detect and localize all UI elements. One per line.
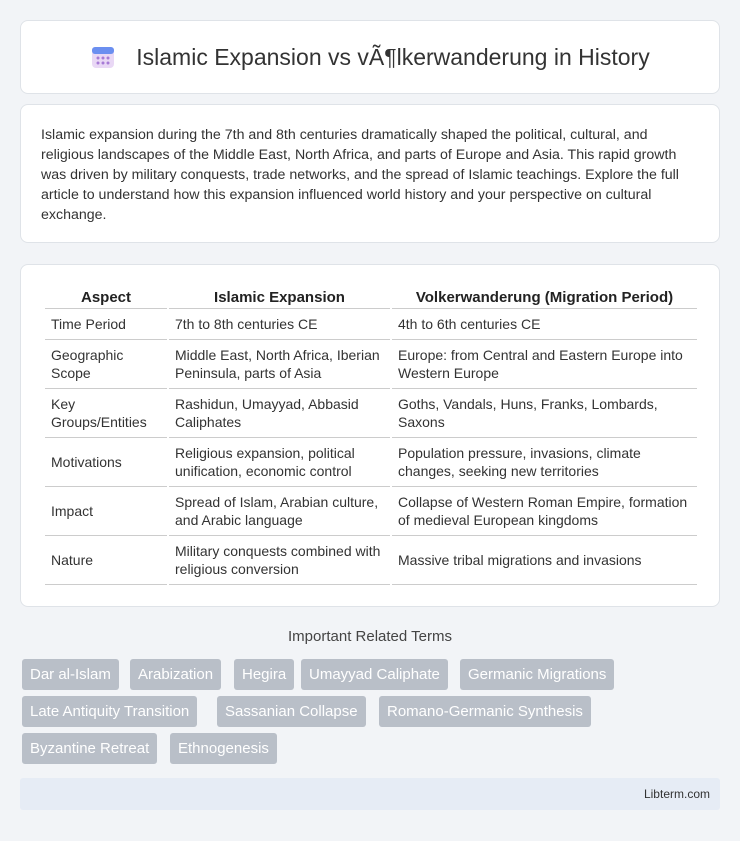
row-volker: Goths, Vandals, Huns, Franks, Lombards, Saxons	[392, 389, 697, 438]
row-aspect: Key Groups/Entities	[45, 389, 167, 438]
table-row	[45, 536, 697, 585]
row-aspect: Motivations	[45, 438, 167, 487]
comparison-table	[43, 285, 699, 585]
tag-arabization[interactable]: Arabization	[130, 659, 221, 690]
tag-romano-germanic-synthesis[interactable]: Romano-Germanic Synthesis	[379, 696, 591, 727]
table-row	[45, 487, 697, 536]
table-header-row	[45, 285, 697, 309]
table-row	[45, 389, 697, 438]
row-islamic: 7th to 8th centuries CE	[169, 309, 390, 340]
footer-site-link[interactable]: Libterm.com	[643, 787, 710, 801]
footer	[20, 778, 720, 810]
tag-ethnogenesis[interactable]: Ethnogenesis	[170, 733, 277, 764]
tag-dar-al-islam[interactable]: Dar al-Islam	[22, 659, 119, 690]
row-islamic: Rashidun, Umayyad, Abbasid Caliphates	[169, 389, 390, 438]
header-islamic-expansion: Islamic Expansion	[169, 285, 390, 309]
title-card	[20, 20, 720, 94]
table-row	[45, 438, 697, 487]
tag-late-antiquity-transition[interactable]: Late Antiquity Transition	[22, 696, 197, 727]
tag-umayyad-caliphate[interactable]: Umayyad Caliphate	[301, 659, 448, 690]
header-aspect: Aspect	[45, 285, 167, 309]
row-volker: Population pressure, invasions, climate changes, seeking new territories	[392, 438, 697, 487]
row-islamic: Religious expansion, political unification, economic control	[169, 438, 390, 487]
tag-hegira[interactable]: Hegira	[234, 659, 294, 690]
comparison-card	[20, 264, 720, 607]
row-aspect: Nature	[45, 536, 167, 585]
row-aspect: Impact	[45, 487, 167, 536]
header-volkerwanderung: Volkerwanderung (Migration Period)	[392, 285, 697, 309]
tag-byzantine-retreat[interactable]: Byzantine Retreat	[22, 733, 157, 764]
tag-germanic-migrations[interactable]: Germanic Migrations	[460, 659, 614, 690]
row-volker: Europe: from Central and Eastern Europe into Western Europe	[392, 340, 697, 389]
table-row	[45, 309, 697, 340]
row-aspect: Time Period	[45, 309, 167, 340]
page-title: Islamic Expansion vs vÃ¶lkerwanderung in History	[136, 43, 650, 70]
row-volker: Massive tribal migrations and invasions	[392, 536, 697, 585]
table-row	[45, 340, 697, 389]
row-aspect: Geographic Scope	[45, 340, 167, 389]
related-terms-title: Important Related Terms	[288, 628, 452, 645]
row-islamic: Middle East, North Africa, Iberian Peninsula, parts of Asia	[169, 340, 390, 389]
row-volker: 4th to 6th centuries CE	[392, 309, 697, 340]
intro-card	[20, 104, 720, 243]
calendar-icon	[90, 44, 116, 70]
row-islamic: Spread of Islam, Arabian culture, and Arabic language	[169, 487, 390, 536]
intro-text: Islamic expansion during the 7th and 8th centuries dramatically shaped the political, cultural, and religious landscapes of the Middle East, North Africa, and parts of Europe and Asia. This rapid growth was driven by military conquests, trade networks, and the spread of Islamic teachings. Explore the full article to understand how this expansion influenced world history and your perspective on cultural exchange.	[41, 127, 679, 223]
row-islamic: Military conquests combined with religious conversion	[169, 536, 390, 585]
tag-sassanian-collapse[interactable]: Sassanian Collapse	[217, 696, 366, 727]
row-volker: Collapse of Western Roman Empire, formation of medieval European kingdoms	[392, 487, 697, 536]
